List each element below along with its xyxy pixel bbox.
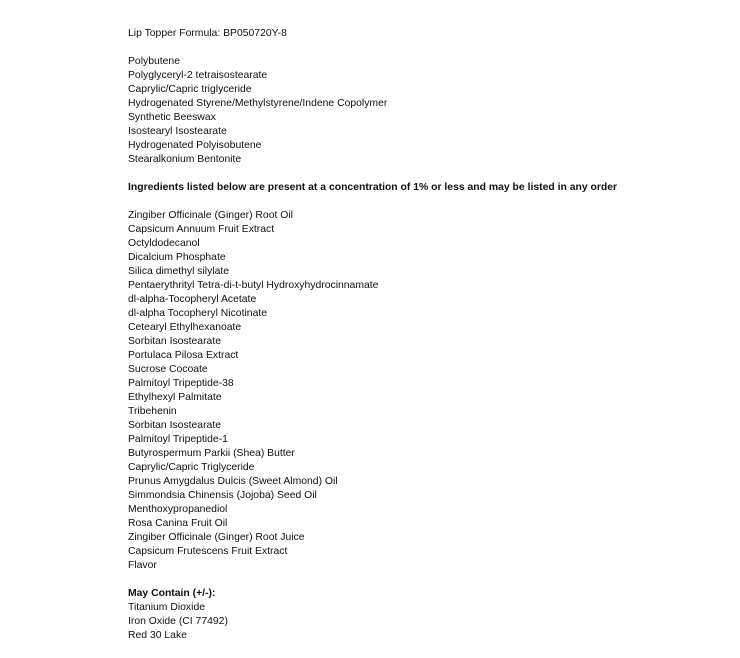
minor-ingredient: Butyrospermum Parkii (Shea) Butter (128, 448, 295, 459)
spacer (128, 41, 718, 55)
minor-ingredient: Cetearyl Ethylhexanoate (128, 322, 242, 333)
minor-ingredient: Pentaerythrityl Tetra-di-t-butyl Hydroxyhydrocinnamate (128, 280, 379, 291)
minor-ingredient: Zingiber Officinale (Ginger) Root Juice (128, 532, 305, 543)
main-ingredient: Stearalkonium Bentonite (128, 154, 242, 165)
main-ingredient: Polyglyceryl-2 tetraisostearate (128, 70, 268, 81)
minor-ingredient: Silica dimethyl silylate (128, 266, 230, 277)
may-contain-item: Iron Oxide (CI 77492) (128, 616, 228, 627)
minor-ingredient: Sucrose Cocoate (128, 364, 208, 375)
may-contain-list (128, 601, 718, 643)
minor-ingredient: Caprylic/Capric Triglyceride (128, 462, 255, 473)
minor-ingredient: Sorbitan Isostearate (128, 420, 221, 431)
main-ingredient: Isostearyl Isostearate (128, 126, 227, 137)
spacer (128, 195, 718, 209)
minor-ingredient: Palmitoyl Tripeptide-1 (128, 434, 228, 445)
may-contain-item: Red 30 Lake (128, 630, 187, 641)
minor-ingredient: Sorbitan Isostearate (128, 336, 221, 347)
formula-title: Lip Topper Formula: BP050720Y-8 (128, 28, 287, 39)
spacer (128, 573, 718, 587)
minor-ingredient: Octyldodecanol (128, 238, 200, 249)
minor-ingredient: Simmondsia Chinensis (Jojoba) Seed Oil (128, 490, 317, 501)
ingredient-document (128, 27, 718, 643)
may-contain-item: Titanium Dioxide (128, 602, 205, 613)
minor-ingredient: Capsicum Frutescens Fruit Extract (128, 546, 288, 557)
minor-ingredient-list (128, 209, 718, 573)
minor-ingredient: Zingiber Officinale (Ginger) Root Oil (128, 210, 293, 221)
minor-ingredient: Portulaca Pilosa Extract (128, 350, 239, 361)
minor-ingredient: Palmitoyl Tripeptide-38 (128, 378, 234, 389)
main-ingredient: Caprylic/Capric triglyceride (128, 84, 252, 95)
main-ingredient: Synthetic Beeswax (128, 112, 216, 123)
minor-ingredient: Ethylhexyl Palmitate (128, 392, 222, 403)
minor-ingredient: dl-alpha-Tocopheryl Acetate (128, 294, 257, 305)
minor-ingredient: dl-alpha Tocopheryl Nicotinate (128, 308, 268, 319)
main-ingredient: Hydrogenated Styrene/Methylstyrene/Indene Copolymer (128, 98, 388, 109)
main-ingredient: Polybutene (128, 56, 180, 67)
minor-ingredient: Menthoxypropanediol (128, 504, 228, 515)
minor-ingredient: Prunus Amygdalus Dulcis (Sweet Almond) Oil (128, 476, 338, 487)
main-ingredient: Hydrogenated Polyisobutene (128, 140, 262, 151)
main-ingredient-list (128, 55, 718, 167)
minor-ingredient: Rosa Canina Fruit Oil (128, 518, 228, 529)
minor-ingredient: Flavor (128, 560, 157, 571)
spacer (128, 167, 718, 181)
minor-ingredient: Tribehenin (128, 406, 177, 417)
may-contain-heading: May Contain (+/-): (128, 588, 216, 599)
minor-ingredients-heading: Ingredients listed below are present at a concentration of 1% or less and may be listed in any order (128, 182, 618, 193)
minor-ingredient: Dicalcium Phosphate (128, 252, 226, 263)
minor-ingredient: Capsicum Annuum Fruit Extract (128, 224, 275, 235)
